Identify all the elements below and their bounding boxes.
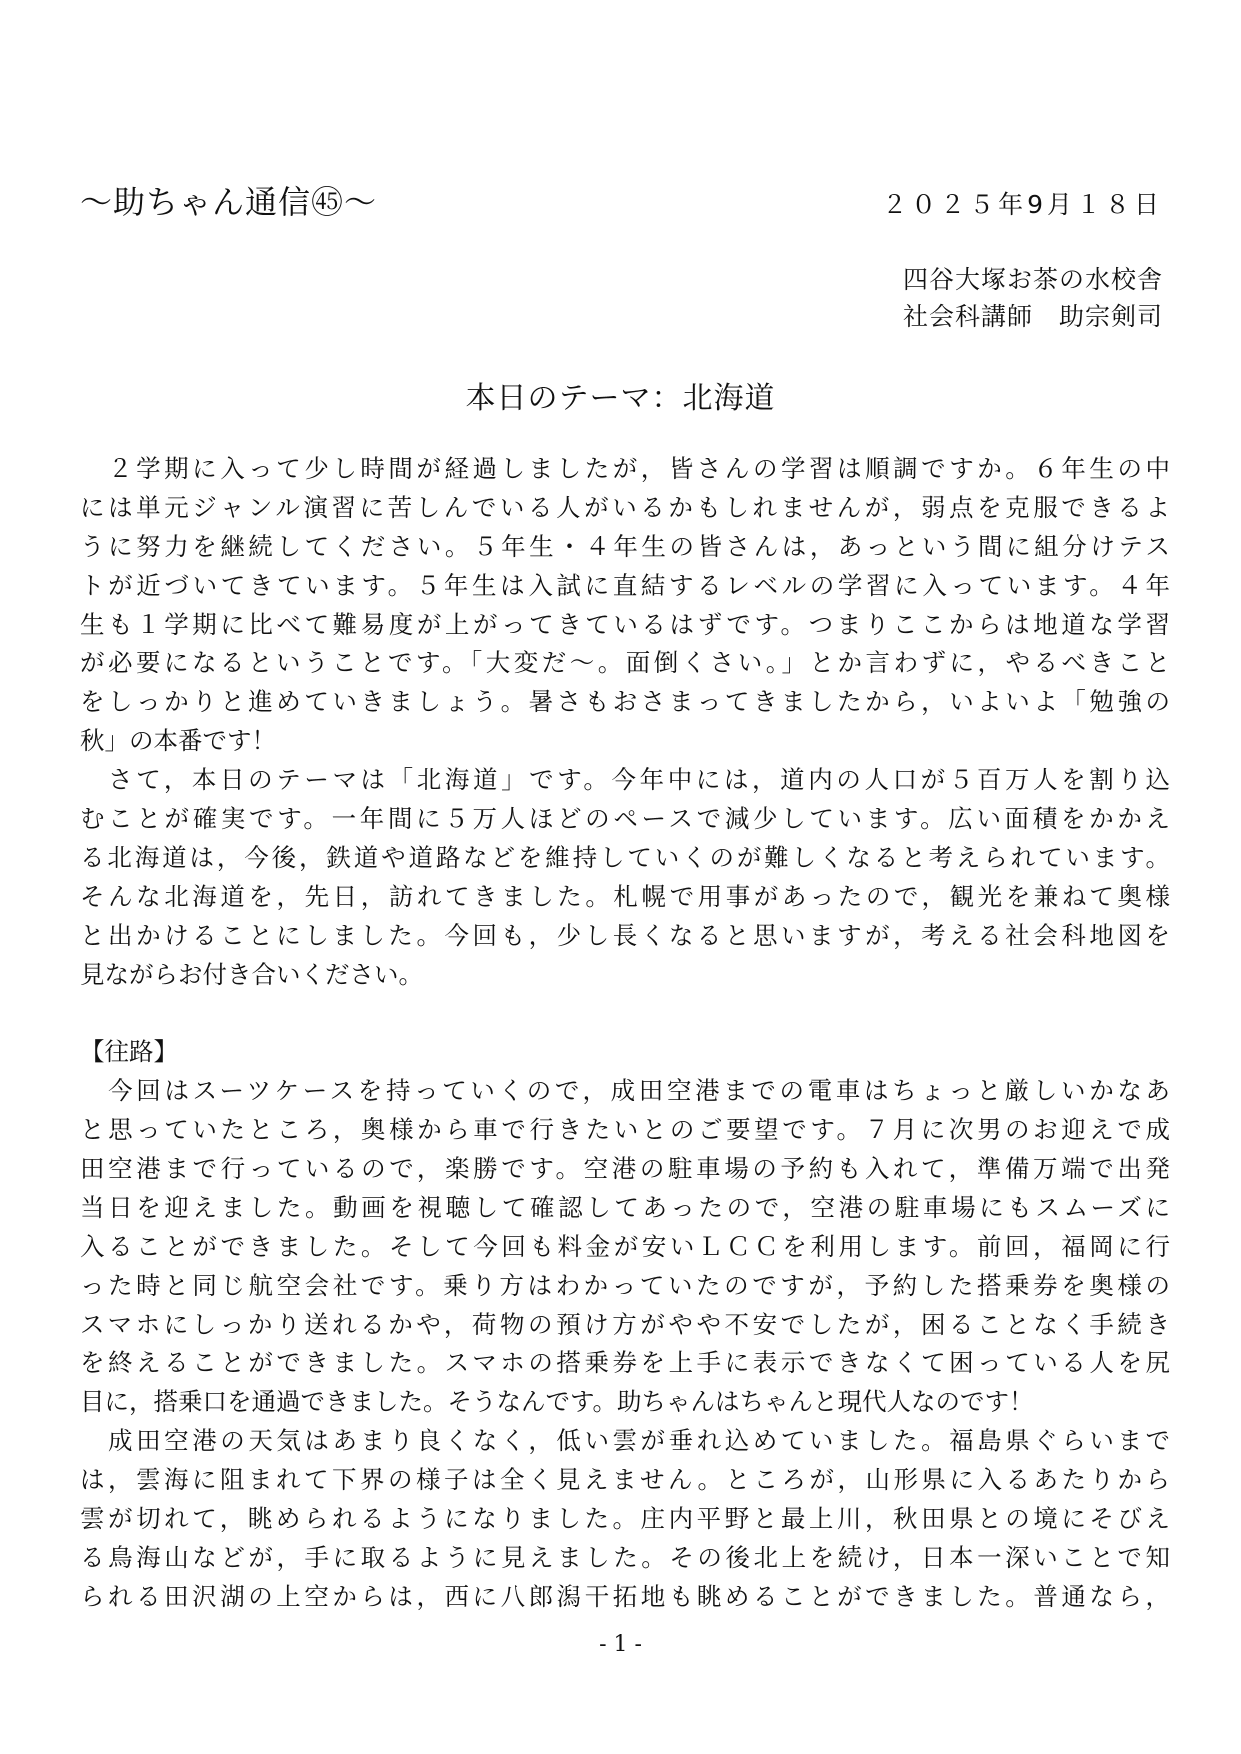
text-line: と出かけることにしました。今回も，少し長くなると思いますが，考える社会科地図を [80,920,1170,950]
text-line: うに努力を継続してください。５年生・４年生の皆さんは，あっという間に組分けテス [80,531,1170,561]
text-line: が必要になるということです。「大変だ～。面倒くさい。」とか言わずに，やるべきこと [80,648,1170,678]
text-line: 成田空港の天気はあまり良くなく，低い雲が垂れ込めていました。福島県ぐらいまで [80,1426,1170,1456]
text-line: をしっかりと進めていきましょう。暑さもおさまってきましたから，いよいよ「勉強の [80,687,1170,717]
text-line: 生も１学期に比べて難易度が上がってきているはずです。つまりここからは地道な学習 [80,609,1170,639]
text-line: る北海道は，今後，鉄道や道路などを維持していくのが難しくなると考えられています。 [80,842,1170,872]
text-line: る鳥海山などが，手に取るように見えました。その後北上を続け，日本一深いことで知 [80,1542,1170,1572]
text-line: 入ることができました。そして今回も料金が安いＬＣＣを利用します。前回，福岡に行 [80,1231,1170,1261]
text-line: を終えることができました。スマホの搭乗券を上手に表示できなくて困っている人を尻 [80,1348,1170,1378]
text-line: 雲が切れて，眺められるようになりました。庄内平野と最上川，秋田県との境にそびえ [80,1504,1170,1534]
teacher-name: 社会科講師 助宗剣司 [902,302,1163,331]
article-body [80,450,1170,1617]
text-line: むことが確実です。一年間に５万人ほどのペースで減少しています。広い面積をかかえ [80,804,1170,834]
text-line: には単元ジャンル演習に苦しんでいる人がいるかもしれませんが，弱点を克服できるよ [80,492,1170,522]
section-heading: 【往路】 [80,1037,178,1067]
text-line: トが近づいてきています。５年生は入試に直結するレベルの学習に入っています。４年 [80,570,1170,600]
text-line: 当日を迎えました。動画を視聴して確認してあったので，空港の駐車場にもスムーズに [80,1192,1170,1222]
text-line: 今回はスーツケースを持っていくので，成田空港までの電車はちょっと厳しいかなあ [80,1076,1170,1106]
text-line: られる田沢湖の上空からは，西に八郎潟干拓地も眺めることができました。普通なら， [80,1581,1170,1611]
text-line: 田空港まで行っているので，楽勝です。空港の駐車場の予約も入れて，準備万端で出発 [80,1154,1170,1184]
issue-date: ２０２５年9月１８日 [882,190,1163,219]
paragraph-theme [80,761,1170,994]
paragraph-flight [80,1422,1170,1616]
newsletter-title: ～助ちゃん通信㊺～ [80,183,378,221]
text-line: そんな北海道を，先日，訪れてきました。札幌で用事があったので，観光を兼ねて奥様 [80,881,1170,911]
theme-heading: 本日のテーマ：北海道 [465,381,776,416]
page-number: - 1 - [599,1632,642,1657]
paragraph-outbound [80,1072,1170,1422]
text-line: 見ながらお付き合いください。 [80,959,423,989]
spacer [80,994,1170,1033]
text-line: 秋」の本番です！ [80,726,276,756]
text-line: と思っていたところ，奥様から車で行きたいとのご要望です。７月に次男のお迎えで成 [80,1115,1170,1145]
text-line: った時と同じ航空会社です。乗り方はわかっていたのですが，予約した搭乗券を奥様の [80,1270,1170,1300]
school-name: 四谷大塚お茶の水校舎 [902,265,1163,294]
text-line: は，雲海に阻まれて下界の様子は全く見えません。ところが，山形県に入るあたりから [80,1465,1170,1495]
text-line: さて，本日のテーマは「北海道」です。今年中には，道内の人口が５百万人を割り込 [80,765,1170,795]
text-line: スマホにしっかり送れるかや，荷物の預け方がやや不安でしたが，困ることなく手続き [80,1309,1170,1339]
text-line: ２学期に入って少し時間が経過しましたが，皆さんの学習は順調ですか。６年生の中 [80,454,1170,483]
text-line: 目に，搭乗口を通過できました。そうなんです。助ちゃんはちゃんと現代人なのです！ [80,1387,1034,1417]
paragraph-intro [80,450,1170,761]
